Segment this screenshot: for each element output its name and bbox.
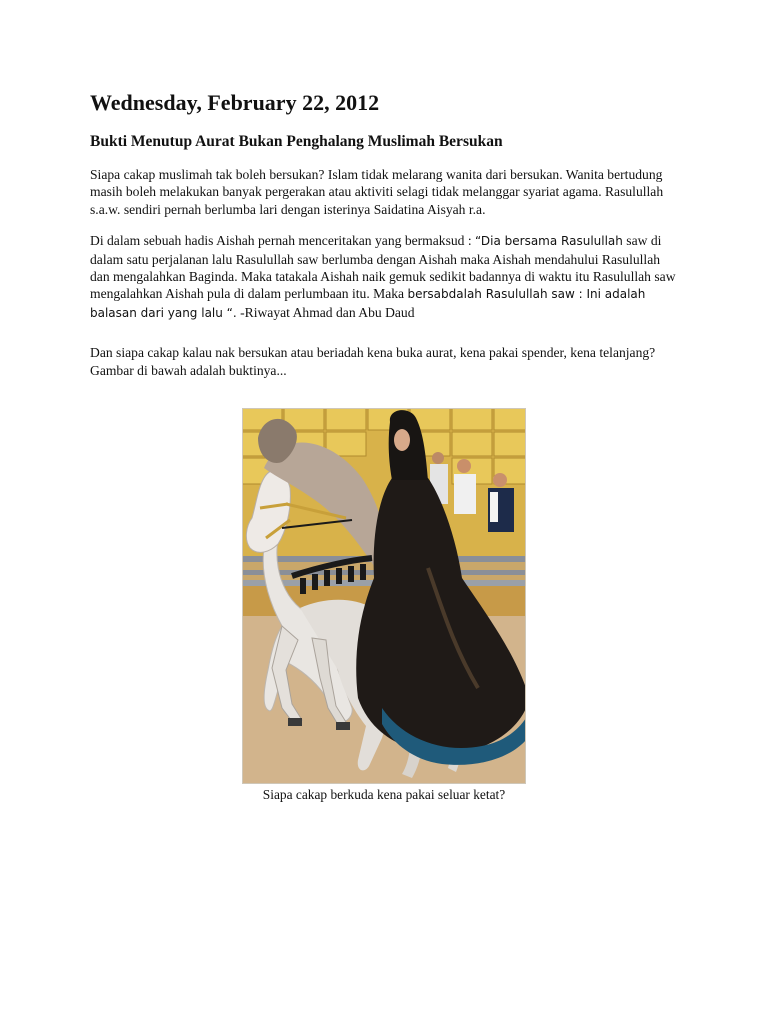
hadith-source: -Riwayat Ahmad dan Abu Daud	[236, 304, 415, 320]
paragraph-2	[90, 232, 680, 322]
post-date: Wednesday, February 22, 2012	[90, 90, 380, 115]
paragraph-2-body: saw di dalam satu perjalanan lalu Rasulullah saw berlumba dengan Aishah maka Aishah mendahului Rasulullah dan mengalahkan Baginda. Maka tatakala Aishah naik gemuk sedikit badannya di waktu itu Rasulullah saw mengalahkan Aishah pula di dalam perlumbaan itu. Maka	[90, 233, 676, 302]
paragraph-1: Siapa cakap muslimah tak boleh bersukan? Islam tidak melarang wanita dari bersukan. Wanita bertudung masih boleh melakukan banyak pergerakan atau aktiviti selagi tidak melanggar syariat agama. Rasulullah s.a.w. sendiri pernah berlumba lari dengan isterinya Saidatina Aisyah r.a.	[90, 167, 664, 217]
quote-start: “Dia bersama Rasulullah	[475, 234, 623, 249]
photo-caption: Siapa cakap berkuda kena pakai seluar ketat?	[262, 787, 506, 802]
post-title: Bukti Menutup Aurat Bukan Penghalang Muslimah Bersukan	[90, 133, 503, 150]
quote-end: bersabdalah Rasulullah saw : Ini adalah balasan dari yang lalu “.	[90, 287, 646, 320]
blog-post	[90, 88, 680, 393]
paragraph-3: Dan siapa cakap kalau nak bersukan atau beriadah kena buka aurat, kena pakai spender, kena telanjang? Gambar di bawah adalah buktinya...	[90, 345, 656, 378]
paragraph-2-intro: Di dalam sebuah hadis Aishah pernah menceritakan yang bermaksud :	[90, 233, 476, 249]
horse-rider-photo	[242, 408, 526, 784]
